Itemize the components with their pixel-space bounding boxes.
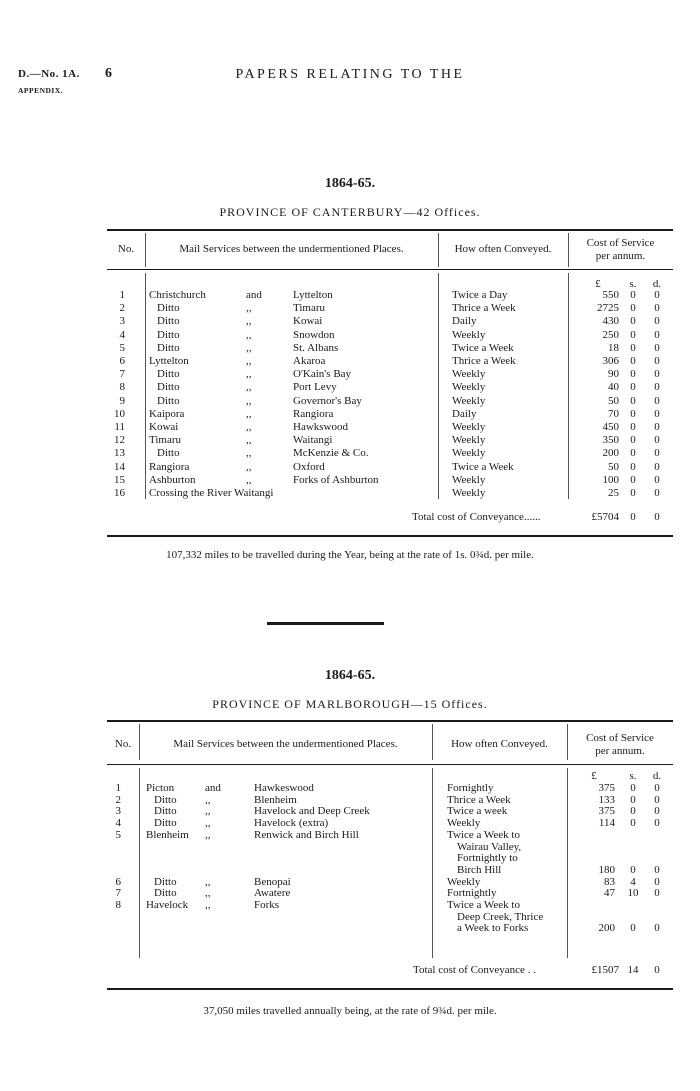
cost-pence: 0 [654, 394, 660, 407]
frequency: Weekly [447, 817, 481, 830]
service-to: Benopai [254, 875, 291, 888]
service-from: Ditto [157, 394, 180, 407]
frequency: Deep Creek, Thrice [457, 910, 544, 923]
frequency: Thrice a Week [452, 355, 516, 367]
row-number: 3 [115, 805, 121, 818]
cost-pence: 0 [654, 315, 660, 328]
frequency: Twice a Week [452, 341, 514, 354]
cost-shillings: 0 [630, 328, 636, 341]
cost-pounds: 200 [602, 447, 619, 460]
service-conjunction: and [205, 782, 221, 794]
cost-shillings: 0 [630, 473, 636, 486]
cost-pounds: 47 [604, 887, 615, 900]
cost-shillings: 0 [630, 302, 636, 315]
cost-pounds: 430 [602, 315, 619, 328]
header-cost: Cost of Service per annum. [586, 732, 654, 757]
service-to: Blenheim [254, 793, 297, 806]
cost-pounds: 40 [608, 381, 619, 394]
frequency: Fortnightly to [457, 852, 518, 865]
cost-shillings: 10 [627, 887, 639, 900]
service-conjunction: ,, [246, 421, 252, 433]
row-number: 8 [119, 381, 125, 394]
page-number: 6 [105, 66, 112, 81]
row-number: 2 [115, 793, 121, 806]
cost-pence: 0 [654, 793, 660, 806]
frequency: Weekly [452, 421, 486, 433]
cost-pence: 0 [654, 922, 660, 935]
frequency: Birch Hill [457, 863, 502, 876]
service-conjunction: ,, [246, 355, 252, 367]
cost-shillings: 0 [630, 782, 636, 794]
column-divider [432, 768, 433, 958]
marlborough-table [107, 720, 673, 1000]
cost-pounds: 50 [608, 460, 619, 473]
service-to: McKenzie & Co. [293, 447, 369, 460]
cost-shillings: 0 [630, 289, 636, 301]
cost-pence: 0 [654, 328, 660, 341]
frequency: Thrice a Week [447, 793, 511, 806]
cost-pounds: 450 [602, 421, 619, 433]
service-from: Ditto [157, 315, 180, 328]
column-divider [567, 768, 568, 958]
cost-pence: 0 [654, 368, 660, 381]
cost-pence: 0 [654, 805, 660, 818]
cost-shillings: 0 [630, 805, 636, 818]
frequency: Twice a Day [452, 289, 508, 301]
service-conjunction: ,, [246, 394, 252, 407]
service-to: St. Albans [293, 341, 339, 354]
cost-pence: 0 [654, 782, 660, 794]
cost-pounds: 350 [602, 434, 619, 447]
frequency: Weekly [452, 487, 486, 499]
column-divider [568, 273, 569, 499]
cost-pence: 0 [654, 421, 660, 433]
cost-pence: 0 [654, 302, 660, 315]
frequency: Weekly [452, 381, 486, 394]
cost-shillings: 4 [630, 875, 636, 888]
cost-pence: 0 [654, 817, 660, 830]
row-number: 5 [119, 341, 125, 354]
cost-shillings: 0 [630, 434, 636, 447]
cost-pounds: 100 [602, 473, 619, 486]
cost-shillings: 0 [630, 487, 636, 499]
service-conjunction: ,, [205, 817, 211, 830]
service-to: O'Kain's Bay [293, 368, 352, 381]
service-from: Ditto [157, 447, 180, 460]
row-number: 3 [119, 315, 125, 328]
cost-pence: 0 [654, 341, 660, 354]
canterbury-province-title: PROVINCE OF CANTERBURY—42 Offices. [219, 205, 481, 219]
canterbury-year: 1864-65. [324, 176, 376, 191]
cost-pounds: 2725 [597, 302, 619, 315]
frequency: Weekly [452, 328, 486, 341]
frequency: Daily [452, 315, 477, 328]
service-conjunction: and [246, 289, 262, 301]
canterbury-total-pounds: £5704 [591, 511, 619, 523]
marlborough-total-pounds: £1507 [591, 964, 619, 976]
canterbury-total-label: Total cost of Conveyance...... [412, 511, 541, 523]
cost-shillings: 0 [630, 368, 636, 381]
row-number: 4 [119, 328, 125, 341]
cost-pounds: 133 [598, 793, 615, 806]
service-to: Forks of Ashburton [293, 473, 379, 486]
service-conjunction: ,, [246, 434, 252, 447]
header-rule [107, 269, 673, 270]
cost-pounds: 180 [598, 863, 615, 876]
frequency: Daily [452, 407, 477, 420]
row-number: 16 [114, 487, 125, 499]
page-title: PAPERS RELATING TO THE [235, 67, 465, 82]
cost-pence: 0 [654, 875, 660, 888]
cost-pounds: 70 [608, 407, 619, 420]
column-divider [438, 273, 439, 499]
cost-pence: 0 [654, 381, 660, 394]
cost-shillings: 0 [630, 793, 636, 806]
canterbury-total-shillings: 0 [630, 511, 636, 523]
header-cost: Cost of Service per annum. [586, 237, 655, 262]
service-to: Oxford [293, 460, 325, 473]
cost-pounds: 83 [604, 875, 615, 888]
service-conjunction: ,, [205, 828, 211, 841]
service-conjunction: ,, [205, 805, 211, 818]
appendix-label: APPENDIX. [18, 86, 64, 95]
row-number: 8 [115, 899, 121, 911]
frequency: Fornightly [447, 782, 494, 794]
canterbury-table [107, 229, 673, 529]
service-from: Kowai [149, 421, 179, 433]
service-from: Ditto [157, 368, 180, 381]
cost-pounds: 306 [602, 355, 619, 367]
service-conjunction: ,, [246, 381, 252, 394]
service-from: Ashburton [149, 473, 196, 486]
service-to: Akaroa [293, 355, 326, 367]
service-to: Havelock and Deep Creek [254, 805, 370, 818]
cost-shillings: 0 [630, 407, 636, 420]
marlborough-province-title: PROVINCE OF MARLBOROUGH—15 Offices. [212, 697, 488, 711]
table-top-rule [107, 229, 673, 231]
service-from: Ditto [154, 805, 177, 818]
service-from: Lyttelton [149, 355, 189, 367]
header-how-often: How often Conveyed. [454, 243, 552, 255]
service-conjunction: ,, [246, 473, 252, 486]
canterbury-mileage-note: 107,332 miles to be travelled during the Year, being at the rate of 1s. 0¾d. per mile. [166, 549, 534, 561]
service-to: Forks [254, 899, 280, 911]
service-to: Awatere [254, 887, 291, 900]
service-from: Kaipora [149, 407, 185, 420]
service-from: Ditto [157, 302, 180, 315]
currency-shillings-header: s. [629, 278, 637, 290]
currency-pence-header: d. [652, 278, 662, 290]
service-to: Snowdon [293, 328, 335, 341]
section-separator [267, 622, 384, 625]
frequency: Twice a Week to [447, 828, 520, 841]
cost-pence: 0 [654, 434, 660, 447]
header-no: No. [117, 243, 135, 255]
cost-shillings: 0 [630, 460, 636, 473]
row-number: 14 [114, 460, 125, 473]
row-number: 5 [115, 828, 121, 841]
currency-pounds-header: £ [595, 278, 601, 290]
service-conjunction: ,, [246, 341, 252, 354]
service-conjunction: ,, [246, 460, 252, 473]
frequency: Weekly [452, 447, 486, 460]
cost-shillings: 0 [630, 447, 636, 460]
frequency: Weekly [452, 394, 486, 407]
service-from: Timaru [149, 434, 181, 447]
cost-pence: 0 [654, 863, 660, 876]
cost-pounds: 375 [598, 782, 615, 794]
currency-pence-header: d. [652, 770, 662, 782]
service-conjunction: ,, [246, 407, 252, 420]
service-from: Ditto [154, 887, 177, 900]
frequency: Fortnightly [447, 887, 497, 900]
marlborough-total-shillings: 14 [627, 964, 639, 976]
service-from: Christchurch [149, 289, 206, 301]
header-how-often: How often Conveyed. [451, 738, 548, 750]
column-divider [145, 273, 146, 499]
cost-shillings: 0 [630, 922, 636, 935]
cost-shillings: 0 [630, 817, 636, 830]
row-number: 11 [114, 421, 125, 433]
marlborough-year: 1864-65. [324, 668, 376, 683]
cost-pounds: 25 [608, 487, 619, 499]
row-number: 15 [114, 473, 125, 486]
header-rule [107, 764, 673, 765]
service-to: Kowai [293, 315, 323, 328]
cost-pounds: 90 [608, 368, 619, 381]
service-conjunction: ,, [205, 887, 211, 900]
service-from: Ditto [157, 381, 180, 394]
service-to: Lyttelton [293, 289, 333, 301]
service-to: Renwick and Birch Hill [254, 828, 359, 841]
cost-shillings: 0 [630, 863, 636, 876]
table-bottom-rule [107, 988, 673, 990]
row-number: 10 [114, 407, 125, 420]
frequency: Weekly [452, 368, 486, 381]
frequency: Twice a Week to [447, 899, 520, 911]
service-from: Blenheim [146, 828, 189, 841]
row-number: 2 [119, 302, 125, 315]
service-to: Timaru [293, 302, 325, 315]
cost-pence: 0 [654, 460, 660, 473]
row-number: 12 [114, 434, 125, 447]
service-from: Ditto [154, 793, 177, 806]
cost-pounds: 18 [608, 341, 619, 354]
service-from: Havelock [146, 899, 189, 911]
service-from: Ditto [154, 875, 177, 888]
currency-shillings-header: s. [629, 770, 637, 782]
cost-pence: 0 [654, 887, 660, 900]
header-services: Mail Services between the undermentioned Places. [179, 243, 404, 255]
service-from: Crossing the River Waitangi [149, 487, 274, 499]
cost-pence: 0 [654, 407, 660, 420]
service-from: Ditto [157, 328, 180, 341]
service-conjunction: ,, [205, 875, 211, 888]
service-conjunction: ,, [205, 899, 211, 911]
row-number: 1 [115, 782, 121, 794]
marlborough-total-pence: 0 [654, 964, 660, 976]
cost-pounds: 250 [602, 328, 619, 341]
canterbury-total-pence: 0 [654, 511, 660, 523]
cost-pence: 0 [654, 289, 660, 301]
service-to: Rangiora [293, 407, 334, 420]
header-services: Mail Services between the undermentioned Places. [173, 738, 398, 750]
frequency: Weekly [447, 875, 481, 888]
row-number: 4 [115, 817, 121, 830]
cost-pounds: 200 [598, 922, 615, 935]
service-from: Ditto [157, 341, 180, 354]
service-conjunction: ,, [246, 447, 252, 460]
service-to: Havelock (extra) [254, 817, 329, 830]
service-conjunction: ,, [246, 328, 252, 341]
document-reference: D.—No. 1A. [18, 68, 80, 80]
cost-pence: 0 [654, 487, 660, 499]
row-number: 9 [119, 394, 125, 407]
currency-pounds-header: £ [591, 770, 597, 782]
cost-pence: 0 [654, 355, 660, 367]
row-number: 7 [119, 368, 125, 381]
frequency: Twice a Week [452, 460, 514, 473]
frequency: Thrice a Week [452, 302, 516, 315]
service-to: Port Levy [293, 381, 337, 394]
cost-shillings: 0 [630, 315, 636, 328]
table-bottom-rule [107, 535, 673, 537]
cost-pence: 0 [654, 447, 660, 460]
service-conjunction: ,, [205, 793, 211, 806]
cost-pounds: 550 [602, 289, 619, 301]
service-conjunction: ,, [246, 315, 252, 328]
cost-shillings: 0 [630, 355, 636, 367]
row-number: 6 [115, 875, 121, 888]
frequency: Twice a week [447, 805, 508, 818]
frequency: Weekly [452, 434, 486, 447]
service-to: Waitangi [293, 434, 333, 447]
marlborough-mileage-note: 37,050 miles travelled annually being, at the rate of 9¾d. per mile. [203, 1005, 497, 1017]
service-from: Rangiora [149, 460, 190, 473]
cost-shillings: 0 [630, 341, 636, 354]
service-to: Hawkswood [293, 421, 348, 433]
service-from: Ditto [154, 817, 177, 830]
service-conjunction: ,, [246, 368, 252, 381]
row-number: 7 [115, 887, 121, 900]
cost-pence: 0 [654, 473, 660, 486]
frequency: a Week to Forks [457, 922, 529, 935]
row-number: 1 [119, 289, 125, 301]
cost-pounds: 114 [598, 817, 615, 830]
service-to: Governor's Bay [293, 394, 362, 407]
cost-pounds: 50 [608, 394, 619, 407]
service-to: Hawkeswood [254, 782, 314, 794]
header-no: No. [114, 738, 132, 750]
cost-shillings: 0 [630, 394, 636, 407]
frequency: Wairau Valley, [457, 840, 522, 853]
cost-shillings: 0 [630, 381, 636, 394]
cost-shillings: 0 [630, 421, 636, 433]
frequency: Weekly [452, 473, 486, 486]
service-conjunction: ,, [246, 302, 252, 315]
marlborough-total-label: Total cost of Conveyance . . [413, 964, 536, 976]
column-divider [139, 768, 140, 958]
cost-pounds: 375 [598, 805, 615, 818]
row-number: 13 [114, 447, 125, 460]
row-number: 6 [119, 355, 125, 367]
service-from: Picton [146, 782, 175, 794]
table-top-rule [107, 720, 673, 722]
